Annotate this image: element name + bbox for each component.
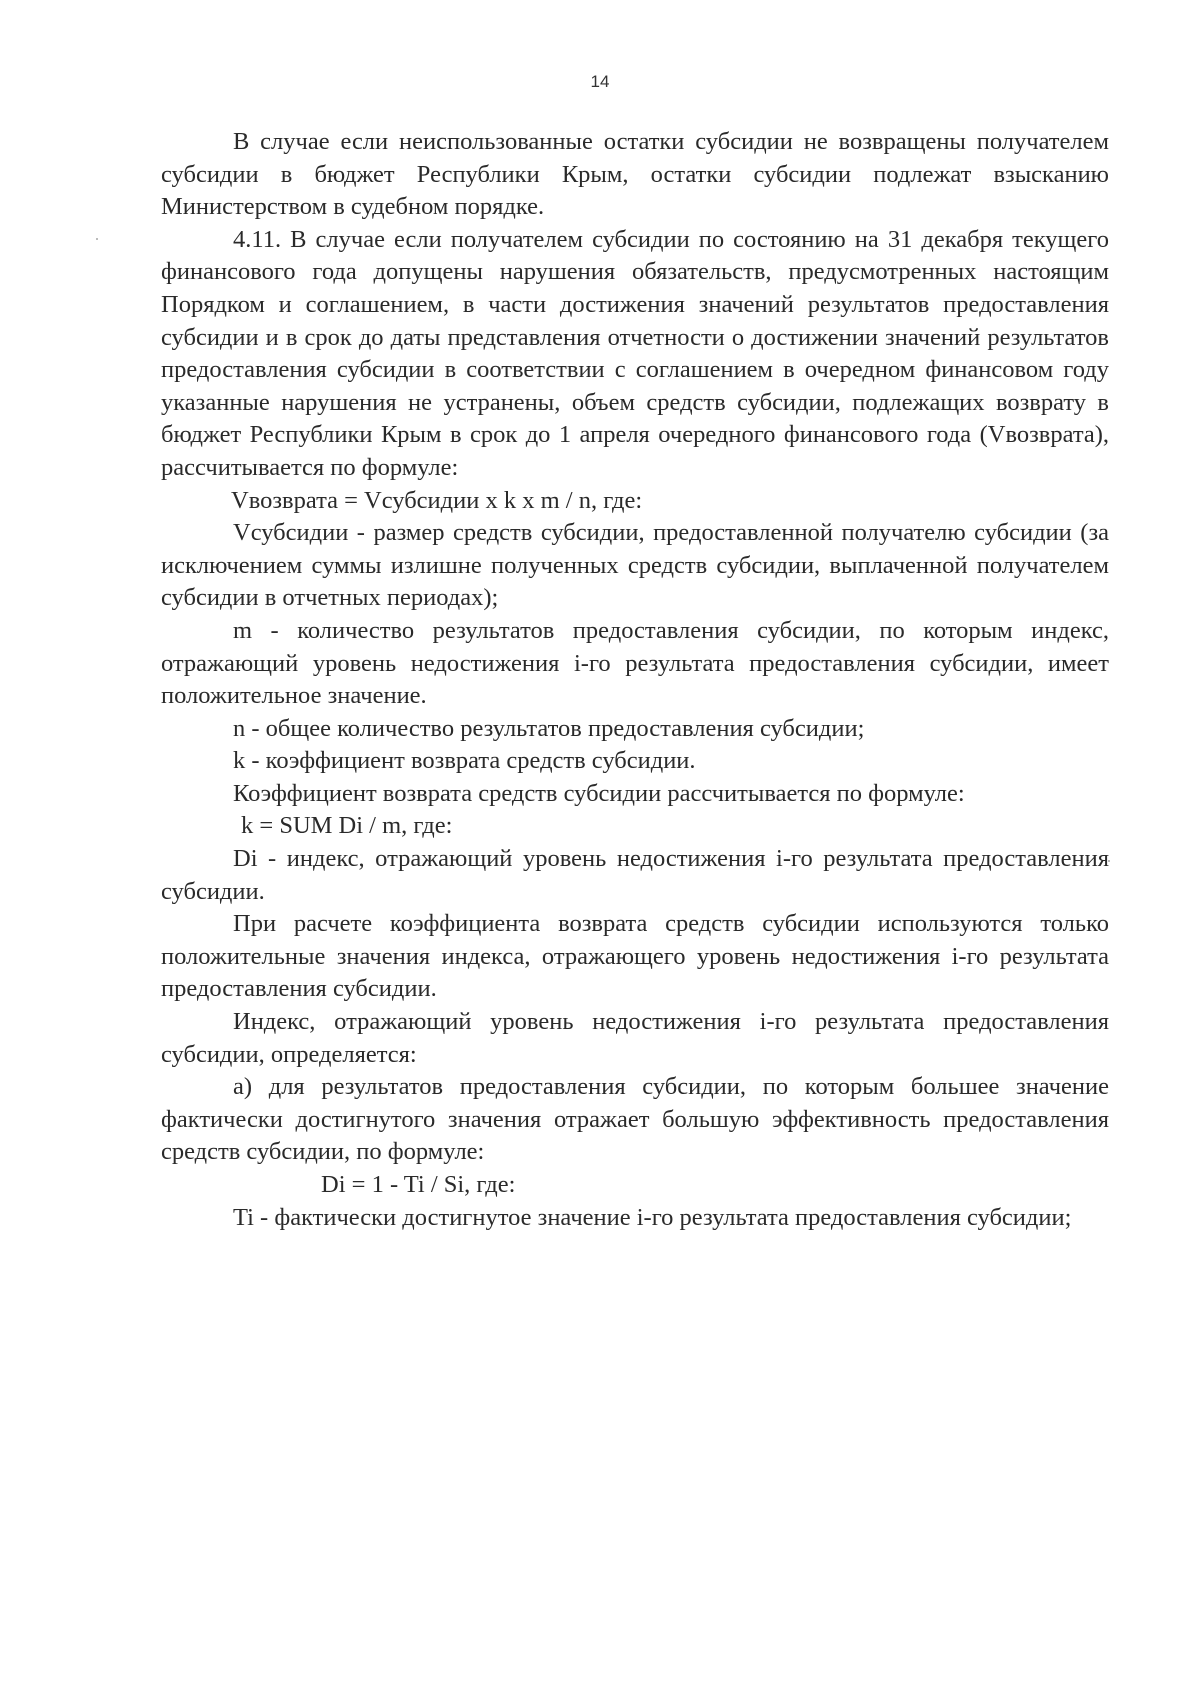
definition-n: n - общее количество результатов предоставления субсидии; [233, 714, 865, 742]
paragraph-positive-values: При расчете коэффициента возврата средств субсидии используются только положительные значения индекса, отражающего уровень недостижения i-го результата предоставления субсидии. [161, 910, 1109, 1003]
definition-ti: Ti - фактически достигнутое значение i-го результата предоставления субсидии; [233, 1203, 1072, 1231]
page-number: 14 [590, 72, 610, 91]
paragraph-k-formula-intro: Коэффициент возврата средств субсидии рассчитывается по формуле: [233, 779, 965, 807]
formula-v-return: Vвозврата = Vсубсидии x k x m / n, где: [231, 486, 643, 514]
definition-v-subsidy: Vсубсидии - размер средств субсидии, предоставленной получателю субсидии (за исключением суммы излишне полученных средств субсидии, выплаченной получателем субсидии в отчетных периодах); [161, 519, 1109, 612]
paragraph-4-11: 4.11. В случае если получателем субсидии по состоянию на 31 декабря текущего финансового года допущены нарушения обязательств, предусмотренных настоящим Порядком и соглашением, в части достижения значений результатов предоставления субсидии и в срок до даты представления отчетности о достижении значений результатов предоставления субсидии в соответствии с соглашением в очередном финансовом году указанные нарушения не устранены, объем средств субсидии, подлежащих возврату в бюджет Республики Крым в срок до 1 апреля очередного финансового года (Vвозврата), рассчитывается по формуле: [161, 225, 1109, 481]
formula-di: Di = 1 - Ti / Si, где: [321, 1171, 516, 1198]
definition-m: m - количество результатов предоставления субсидии, по которым индекс, отражающий уровень недостижения i-го результата предоставления субсидии, имеет положительное значение. [161, 616, 1109, 710]
scan-speck [96, 238, 98, 240]
paragraph-unreturned-remainder: В случае если неиспользованные остатки субсидии не возвращены получателем субсидии в бюджет Республики Крым, остатки субсидии подлежат взысканию Министерством в судебном порядке. [161, 128, 1109, 221]
paragraph-case-a: а) для результатов предоставления субсидии, по которым большее значение фактически достигнутого значения отражает большую эффективность предоставления средств субсидии, по формуле: [161, 1073, 1109, 1166]
document-body [161, 126, 1109, 1234]
formula-k: k = SUM Di / m, где: [241, 812, 453, 840]
definition-k: k - коэффициент возврата средств субсидии. [233, 747, 696, 775]
definition-di: Di - индекс, отражающий уровень недостижения i-го результата предоставления субсидии. [161, 845, 1109, 905]
paragraph-index-defined: Индекс, отражающий уровень недостижения i-го результата предоставления субсидии, определяется: [161, 1008, 1109, 1068]
